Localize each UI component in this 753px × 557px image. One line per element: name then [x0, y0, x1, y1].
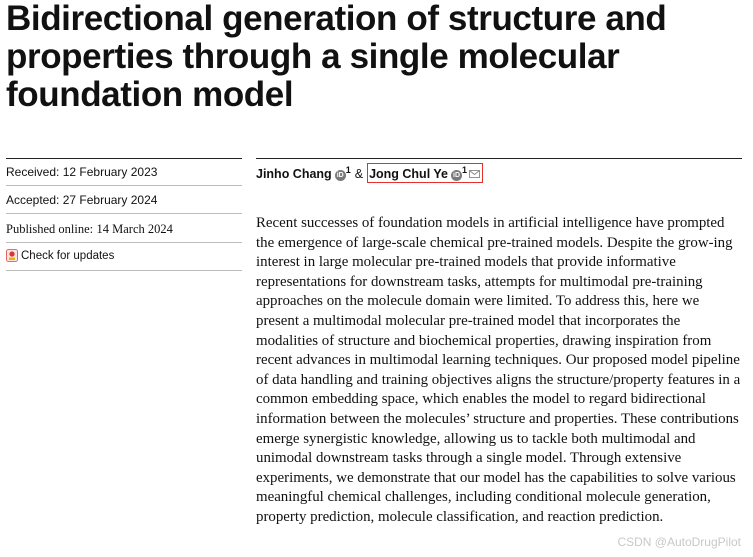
author-separator: &	[354, 167, 364, 181]
published-date: Published online: 14 March 2024	[6, 222, 173, 236]
article-title: Bidirectional generation of structure and properties through a single molecular foundation model	[6, 0, 667, 114]
author-affiliation: 1	[462, 165, 468, 175]
email-icon[interactable]	[469, 170, 480, 178]
meta-divider-1	[6, 185, 242, 186]
check-for-updates-link[interactable]	[6, 249, 114, 262]
accepted-date: Accepted: 27 February 2024	[6, 193, 158, 207]
author-name[interactable]: Jinho Chang	[256, 167, 332, 181]
author-name[interactable]: Jong Chul Ye	[369, 167, 449, 181]
meta-divider-4	[6, 270, 242, 271]
watermark: CSDN @AutoDrugPilot	[617, 535, 741, 549]
meta-divider-2	[6, 213, 242, 214]
orcid-icon[interactable]: iD	[453, 172, 461, 179]
abstract-text: Recent successes of foundation models in artificial intelligence have prompted the emergence of large-scale chemical pre-trained models. Despite the grow-ing interest in large molecular pre-trained models that provide informative representations for downstream tasks, attempts for multimodal pre-training approaches on the molecule domain were limited. To address this, here we present a multimodal molecular pre-trained model that incorporates the modalities of structure and biochemical properties, drawing inspiration from recent advances in multimodal learning techniques. Our proposed model pipeline of data handling and training objectives aligns the structure/property features in a common embedding space, which enables the model to regard bidirectional information between the molecules’ structure and properties. These contributions emerge synergistic knowledge, allowing us to tackle both multimodal and unimodal downstream tasks through a single model. Through extensive experiments, we demonstrate that our model has the capabilities to solve various meaningful chemical challenges, including conditional molecule generation, property prediction, molecule classification, and reaction prediction.	[256, 215, 741, 525]
author-list	[256, 163, 483, 183]
received-date: Received: 12 February 2023	[6, 165, 158, 179]
highlighted-author	[367, 163, 483, 183]
author-affiliation: 1	[345, 165, 351, 175]
orcid-icon[interactable]: iD	[336, 172, 344, 179]
check-for-updates-icon	[6, 249, 18, 262]
check-for-updates-label: Check for updates	[21, 249, 115, 262]
meta-divider-3	[6, 242, 242, 243]
right-top-rule	[256, 158, 742, 159]
left-top-rule	[6, 158, 242, 159]
